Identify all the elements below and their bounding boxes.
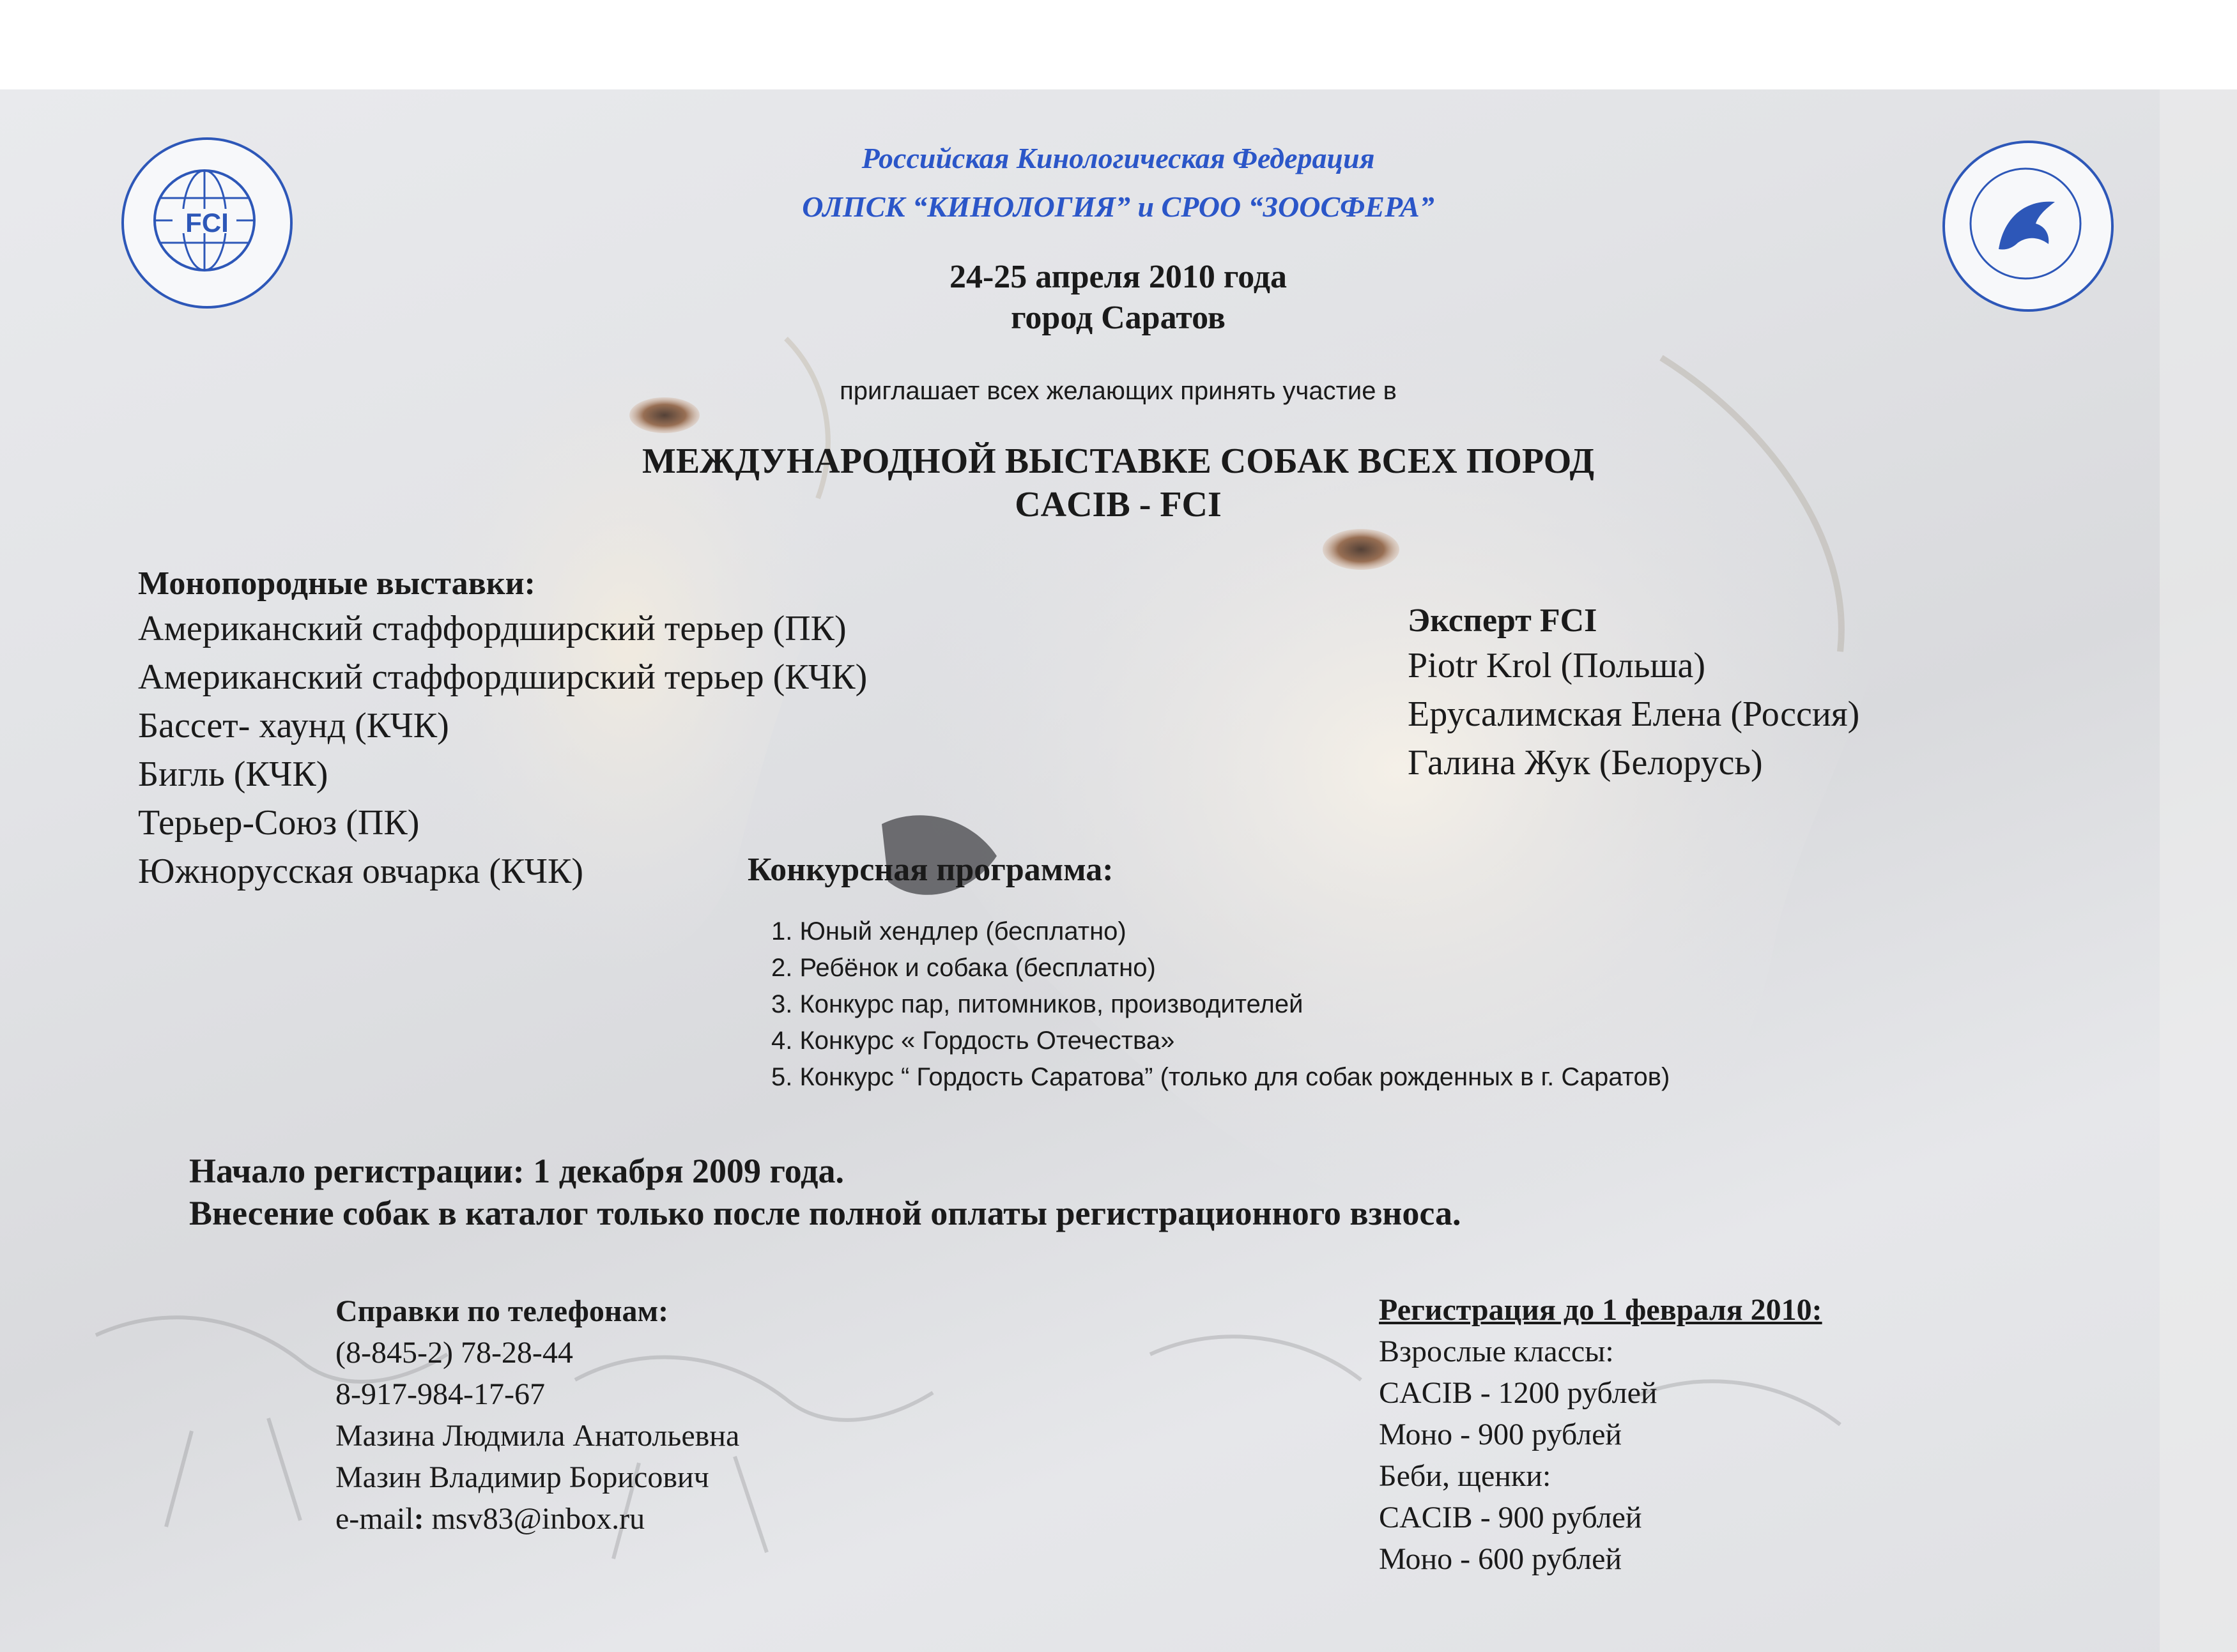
- fee-item: Моно - 600 рублей: [1379, 1542, 1622, 1576]
- event-title: МЕЖДУНАРОДНОЙ ВЫСТАВКЕ СОБАК ВСЕХ ПОРОД: [642, 441, 1595, 481]
- catalog-notice: Внесение собак в каталог только после полной оплаты регистрационного взноса.: [189, 1194, 1461, 1232]
- experts-section: [1408, 600, 1859, 787]
- list-item: Терьер-Союз (ПК): [138, 803, 420, 843]
- mono-shows-heading: Монопородные выставки:: [138, 565, 535, 602]
- contacts-section: [335, 1290, 739, 1540]
- contact-person: Мазина Людмила Анатольевна: [335, 1419, 740, 1453]
- email-label: e-mail: [335, 1502, 414, 1536]
- fees-section: [1379, 1289, 1822, 1580]
- expert-item: Ерусалимская Елена (Россия): [1408, 694, 1860, 734]
- contest-heading: Конкурсная программа:: [748, 852, 1114, 888]
- expert-item: Piotr Krol (Польша): [1408, 646, 1706, 685]
- contest-item: 5. Конкурс “ Гордость Саратова” (только для собак рожденных в г. Саратов): [771, 1063, 1670, 1091]
- contest-item: 1. Юный хендлер (бесплатно): [771, 917, 1126, 945]
- phone-number: (8-845-2) 78-28-44: [335, 1336, 573, 1370]
- contest-list: [771, 914, 1670, 1096]
- dog-head-emblem-icon: [1942, 141, 2109, 307]
- fee-item: Беби, щенки:: [1379, 1459, 1551, 1493]
- poster-background: [0, 89, 2237, 1652]
- phone-number: 8-917-984-17-67: [335, 1377, 545, 1411]
- event-dates: 24-25 апреля 2010 года: [949, 259, 1288, 295]
- rkf-logo: [1942, 141, 2114, 312]
- contest-item: 2. Ребёнок и собака (бесплатно): [771, 954, 1156, 982]
- email-colon: :: [413, 1502, 424, 1536]
- event-title-block: [415, 440, 1821, 526]
- invitation-text: приглашает всех желающих принять участие в: [840, 377, 1397, 405]
- list-item: Южнорусская овчарка (КЧК): [138, 852, 584, 891]
- event-city: город Саратов: [1011, 300, 1226, 336]
- registration-start: Начало регистрации: 1 декабря 2009 года.: [189, 1152, 844, 1190]
- expert-item: Галина Жук (Белорусь): [1408, 743, 1763, 783]
- fee-item: Моно - 900 рублей: [1379, 1418, 1622, 1451]
- contacts-heading: Справки по телефонам:: [335, 1294, 669, 1328]
- list-item: Бассет- хаунд (КЧК): [138, 706, 449, 746]
- contact-person: Мазин Владимир Борисович: [335, 1460, 709, 1494]
- fee-item: CACIB - 900 рублей: [1379, 1501, 1642, 1534]
- fci-logo: [121, 137, 293, 309]
- mono-shows-section: [138, 563, 867, 896]
- header-block: [511, 139, 1725, 226]
- fci-logo-text: FCI: [185, 208, 229, 238]
- organizers-name: ОЛПСК “КИНОЛОГИЯ” и СРОО “ЗООСФЕРА”: [802, 190, 1434, 223]
- email-link[interactable]: msv83@inbox.ru: [424, 1502, 645, 1536]
- event-subtitle: CACIB - FCI: [1015, 485, 1222, 524]
- contest-item: 4. Конкурс « Гордость Отечества»: [771, 1027, 1175, 1055]
- contest-item: 3. Конкурс пар, питомников, производителей: [771, 990, 1303, 1018]
- federation-name: Российская Кинологическая Федерация: [861, 142, 1375, 174]
- list-item: Американский стаффордширский терьер (ПК): [138, 609, 847, 648]
- event-date-block: [607, 257, 1629, 339]
- list-item: Бигль (КЧК): [138, 754, 328, 794]
- fees-heading: Регистрация до 1 февраля 2010:: [1379, 1293, 1822, 1327]
- email-line: [335, 1498, 739, 1540]
- experts-heading: Эксперт FCI: [1408, 602, 1597, 639]
- fee-item: CACIB - 1200 рублей: [1379, 1376, 1657, 1410]
- fee-item: Взрослые классы:: [1379, 1335, 1614, 1368]
- list-item: Американский стаффордширский терьер (КЧК): [138, 657, 868, 697]
- registration-notice: [189, 1150, 1461, 1234]
